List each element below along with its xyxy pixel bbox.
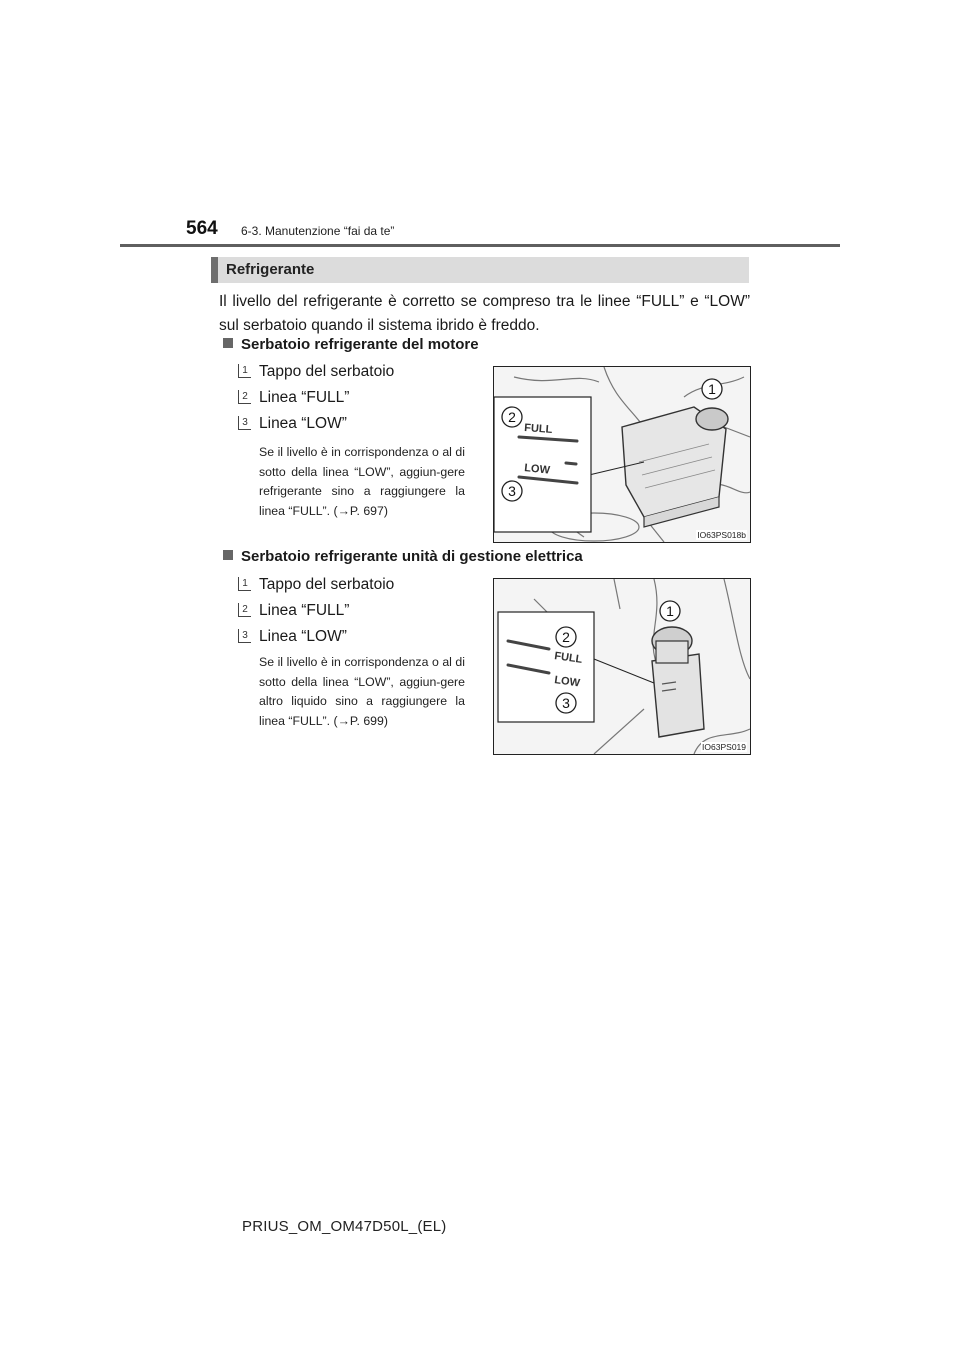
pcu-coolant-figure [493, 578, 751, 755]
item-label-full-line: Linea “FULL” [259, 389, 350, 406]
engine-coolant-heading [223, 336, 479, 353]
item-label-reservoir-cap: Tappo del serbatoio [259, 576, 395, 593]
callout-2: 2 [508, 409, 516, 425]
item-number-3: 3 [238, 629, 251, 643]
engine-coolant-illustration [494, 367, 750, 542]
callout-3: 3 [508, 483, 516, 499]
engine-coolant-heading-text: Serbatoio refrigerante del motore [241, 336, 479, 353]
engine-coolant-figure [493, 366, 751, 543]
intro-paragraph: Il livello del refrigerante è corretto se compreso tra le linee “FULL” e “LOW” sul serbatoio quando il sistema ibrido è freddo. [219, 293, 750, 334]
callout-1: 1 [666, 603, 674, 619]
callout-2: 2 [562, 629, 570, 645]
item-number-3: 3 [238, 416, 251, 430]
callout-3: 3 [562, 695, 570, 711]
figure-code: IO63PS018b [697, 530, 746, 540]
footer-document-id: PRIUS_OM_OM47D50L_(EL) [242, 1218, 447, 1235]
full-mark: FULL [553, 650, 584, 666]
item-label-reservoir-cap: Tappo del serbatoio [259, 363, 395, 380]
engine-coolant-note: Se il livello è in corrispondenza o al di sotto della linea “LOW”, aggiun-gere refrigerante sino a raggiungere la linea “FULL”. (→P. 697) [259, 445, 465, 518]
section-title: Refrigerante [226, 261, 315, 278]
item-number-2: 2 [238, 390, 251, 404]
item-label-low-line: Linea “LOW” [259, 415, 347, 432]
full-mark: FULL [523, 422, 553, 436]
item-number-1: 1 [238, 577, 251, 591]
item-number-1: 1 [238, 364, 251, 378]
page-number: 564 [186, 218, 218, 239]
low-mark: LOW [553, 674, 581, 690]
item-number-2: 2 [238, 603, 251, 617]
header-divider [120, 244, 840, 247]
callout-1: 1 [708, 381, 716, 397]
pcu-coolant-illustration [494, 579, 750, 754]
item-label-low-line: Linea “LOW” [259, 628, 347, 645]
low-mark: LOW [523, 462, 551, 477]
pcu-coolant-note: Se il livello è in corrispondenza o al di sotto della linea “LOW”, aggiun-gere altro liquido sino a raggiungere la linea “FULL”. (→P. 699) [259, 655, 465, 728]
figure-code: IO63PS019 [702, 742, 746, 752]
item-label-full-line: Linea “FULL” [259, 602, 350, 619]
section-title-bar [211, 257, 749, 283]
section-label: 6-3. Manutenzione “fai da te” [241, 224, 395, 238]
square-bullet-icon [223, 338, 233, 348]
pcu-coolant-heading [223, 548, 583, 565]
square-bullet-icon [223, 550, 233, 560]
pcu-coolant-heading-text: Serbatoio refrigerante unità di gestione elettrica [241, 548, 583, 565]
